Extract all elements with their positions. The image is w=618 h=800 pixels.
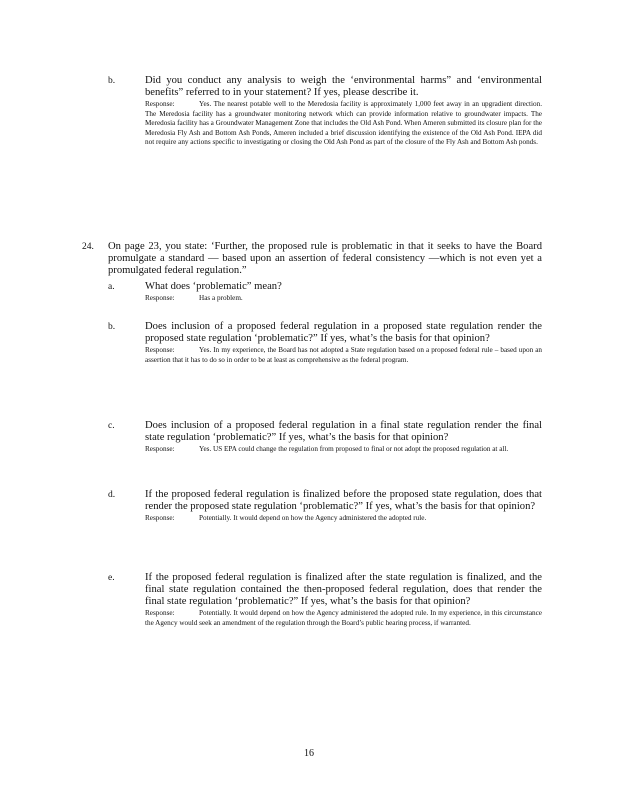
item-label: b. bbox=[108, 76, 116, 86]
question-text: Did you conduct any analysis to weigh the ‘environmental harms” and ‘environmental benefits” referred to in your statement? If yes, please describe it. bbox=[145, 75, 542, 98]
response-block bbox=[145, 514, 542, 524]
response-text: Potentially. It would depend on how the Agency administered the adopted rule. bbox=[199, 514, 427, 522]
item-label: c. bbox=[108, 421, 115, 431]
response-block bbox=[145, 294, 542, 304]
response-text: Yes. The nearest potable well to the Meredosia facility is approximately 1,000 feet away in an upgradient direction. The Meredosia facility has a groundwater monitoring network which can provide information relative to groundwater impacts. The Meredosia facility has a Groundwater Management Zone that includes the Old Ash Pond. When Ameren submitted its closure plan for the Meredosia Fly Ash and Bottom Ash Ponds, Ameren included a brief discussion identifying the existence of the Old Ash Pond. IEPA did not require any actions specific to investigating or closing the Old Ash Pond as part of the closure of the Fly Ash and Bottom Ash ponds. bbox=[145, 100, 542, 147]
question-c-final-inclusion bbox=[108, 420, 542, 455]
response-label: Response: bbox=[145, 294, 175, 302]
item-label: 24. bbox=[82, 242, 94, 252]
response-block bbox=[145, 609, 542, 628]
question-d-finalized-before bbox=[108, 489, 542, 524]
item-label: e. bbox=[108, 573, 115, 583]
question-b-analysis bbox=[108, 75, 542, 148]
response-label: Response: bbox=[145, 609, 175, 617]
question-text: If the proposed federal regulation is finalized after the state regulation is finalized, and the final state regulation contained the then-proposed federal regulation, does that render the final state regulation ‘problematic?” If yes, what’s the basis for that opinion? bbox=[145, 572, 542, 607]
item-label: d. bbox=[108, 490, 116, 500]
question-24 bbox=[82, 241, 542, 277]
response-text: Potentially. It would depend on how the Agency administered the adopted rule. In my experience, in this circumstance the Agency would seek an amendment of the regulation through the Board’s public hearing process, if warranted. bbox=[145, 609, 542, 627]
response-text: Has a problem. bbox=[199, 294, 243, 302]
response-block bbox=[145, 346, 542, 365]
question-b-proposed-inclusion bbox=[108, 321, 542, 365]
page-number: 16 bbox=[304, 748, 314, 759]
question-text: Does inclusion of a proposed federal regulation in a proposed state regulation render the proposed state regulation ‘problematic?” If yes, what’s the basis for that opinion? bbox=[145, 321, 542, 344]
question-e-finalized-after bbox=[108, 572, 542, 628]
response-text: Yes. In my experience, the Board has not adopted a State regulation based on a proposed federal rule – based upon an assertion that it has to do so in order to be at least as comprehensive as the federal program. bbox=[145, 346, 542, 364]
response-label: Response: bbox=[145, 514, 175, 522]
response-label: Response: bbox=[145, 100, 175, 108]
response-label: Response: bbox=[145, 445, 175, 453]
question-a-problematic bbox=[108, 281, 542, 304]
item-label: b. bbox=[108, 322, 116, 332]
question-text: On page 23, you state: ‘Further, the proposed rule is problematic in that it seeks to have the Board promulgate a standard — based upon an assertion of federal consistency —which is not even yet a promulgated federal regulation.” bbox=[108, 241, 542, 276]
item-label: a. bbox=[108, 282, 115, 292]
question-text: If the proposed federal regulation is finalized before the proposed state regulation, does that render the proposed state regulation ‘problematic?” If yes, what’s the basis for that opinion? bbox=[145, 489, 542, 512]
response-block bbox=[145, 100, 542, 148]
question-text: Does inclusion of a proposed federal regulation in a final state regulation render the final state regulation ‘problematic?” If yes, what’s the basis for that opinion? bbox=[145, 420, 542, 443]
response-text: Yes. US EPA could change the regulation from proposed to final or not adopt the proposed regulation at all. bbox=[199, 445, 509, 453]
question-text: What does ‘problematic” mean? bbox=[145, 281, 282, 292]
response-label: Response: bbox=[145, 346, 175, 354]
response-block bbox=[145, 445, 542, 455]
